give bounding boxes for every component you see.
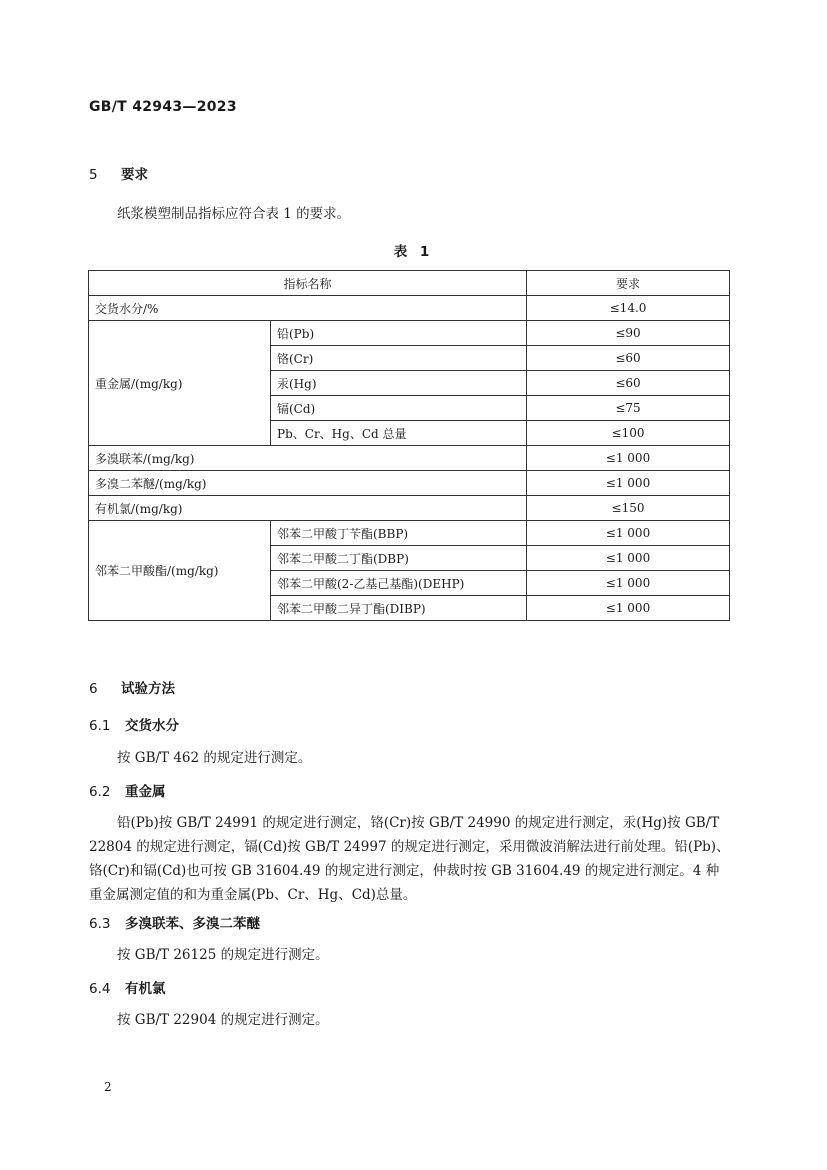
requirements-table — [88, 270, 730, 621]
table-caption: 表 1 — [393, 244, 434, 260]
table-row — [89, 446, 730, 471]
section-title: 试验方法 — [121, 681, 175, 697]
subsection-title: 交货水分 — [125, 718, 179, 734]
requirement-value: ≤1 000 — [527, 596, 730, 621]
section-6-1-heading — [89, 714, 179, 734]
subsection-title: 多溴联苯、多溴二苯醚 — [125, 916, 260, 932]
section-number: 6 — [89, 681, 98, 697]
indicator-name: 镉(Cd) — [271, 396, 527, 421]
requirement-value: ≤90 — [527, 321, 730, 346]
header-indicator-name: 指标名称 — [89, 271, 527, 296]
requirement-value: ≤1 000 — [527, 546, 730, 571]
section-6-heading — [89, 677, 175, 697]
table-row — [89, 521, 730, 546]
indicator-name: 铅(Pb) — [271, 321, 527, 346]
subsection-title: 重金属 — [125, 784, 166, 800]
standard-code-header: GB/T 42943—2023 — [89, 99, 237, 115]
section-5-heading — [89, 163, 148, 183]
requirement-value: ≤1 000 — [527, 521, 730, 546]
section-number: 5 — [89, 167, 98, 183]
indicator-name: 多溴二苯醚/(mg/kg) — [89, 471, 527, 496]
requirement-value: ≤75 — [527, 396, 730, 421]
indicator-name: Pb、Cr、Hg、Cd 总量 — [271, 421, 527, 446]
subsection-number: 6.1 — [89, 718, 111, 734]
requirement-value: ≤100 — [527, 421, 730, 446]
indicator-name: 铬(Cr) — [271, 346, 527, 371]
indicator-name: 邻苯二甲酸二异丁酯(DIBP) — [271, 596, 527, 621]
group-phthalates: 邻苯二甲酸酯/(mg/kg) — [89, 521, 271, 621]
section-6-2-text: 铅(Pb)按 GB/T 24991 的规定进行测定，铬(Cr)按 GB/T 24990 的规定进行测定，汞(Hg)按 GB/T 22804 的规定进行测定，镉(Cd)按 GB/T 24997 的规定进行测定，采用微波消解法进行前处理。铅(Pb)、铬(Cr)和镉(Cd)也可按 GB 31604.49 的规定进行测定，仲裁时按 GB 31604.49 的规定进行测定。4 种重金属测定值的和为重金属(Pb、Cr、Hg、Cd)总量。 — [89, 815, 730, 903]
section-6-4-text: 按 GB/T 22904 的规定进行测定。 — [117, 1012, 329, 1028]
indicator-name: 邻苯二甲酸二丁酯(DBP) — [271, 546, 527, 571]
section-6-3-text: 按 GB/T 26125 的规定进行测定。 — [117, 947, 329, 963]
indicator-name: 多溴联苯/(mg/kg) — [89, 446, 527, 471]
section-6-4-heading — [89, 977, 166, 997]
subsection-number: 6.4 — [89, 981, 111, 997]
group-heavy-metal: 重金属/(mg/kg) — [89, 321, 271, 446]
section-5-intro: 纸浆模塑制品指标应符合表 1 的要求。 — [117, 206, 351, 222]
page-number: 2 — [104, 1080, 112, 1094]
section-6-1-text: 按 GB/T 462 的规定进行测定。 — [117, 750, 312, 766]
requirement-value: ≤60 — [527, 371, 730, 396]
requirement-value: ≤1 000 — [527, 471, 730, 496]
requirement-value: ≤14.0 — [527, 296, 730, 321]
indicator-name: 汞(Hg) — [271, 371, 527, 396]
section-6-3-heading — [89, 912, 260, 932]
requirement-value: ≤60 — [527, 346, 730, 371]
indicator-name: 邻苯二甲酸(2-乙基己基酯)(DEHP) — [271, 571, 527, 596]
subsection-number: 6.2 — [89, 784, 111, 800]
requirement-value: ≤1 000 — [527, 571, 730, 596]
table-row — [89, 296, 730, 321]
requirement-value: ≤1 000 — [527, 446, 730, 471]
section-title: 要求 — [121, 167, 148, 183]
requirement-value: ≤150 — [527, 496, 730, 521]
table-row — [89, 321, 730, 346]
subsection-title: 有机氯 — [125, 981, 166, 997]
header-requirement: 要求 — [527, 271, 730, 296]
table-row — [89, 496, 730, 521]
indicator-name: 有机氯/(mg/kg) — [89, 496, 527, 521]
section-6-2-heading — [89, 780, 166, 800]
indicator-name: 邻苯二甲酸丁苄酯(BBP) — [271, 521, 527, 546]
indicator-name: 交货水分/% — [89, 296, 527, 321]
table-header-row — [89, 271, 730, 296]
table-row — [89, 471, 730, 496]
subsection-number: 6.3 — [89, 916, 111, 932]
